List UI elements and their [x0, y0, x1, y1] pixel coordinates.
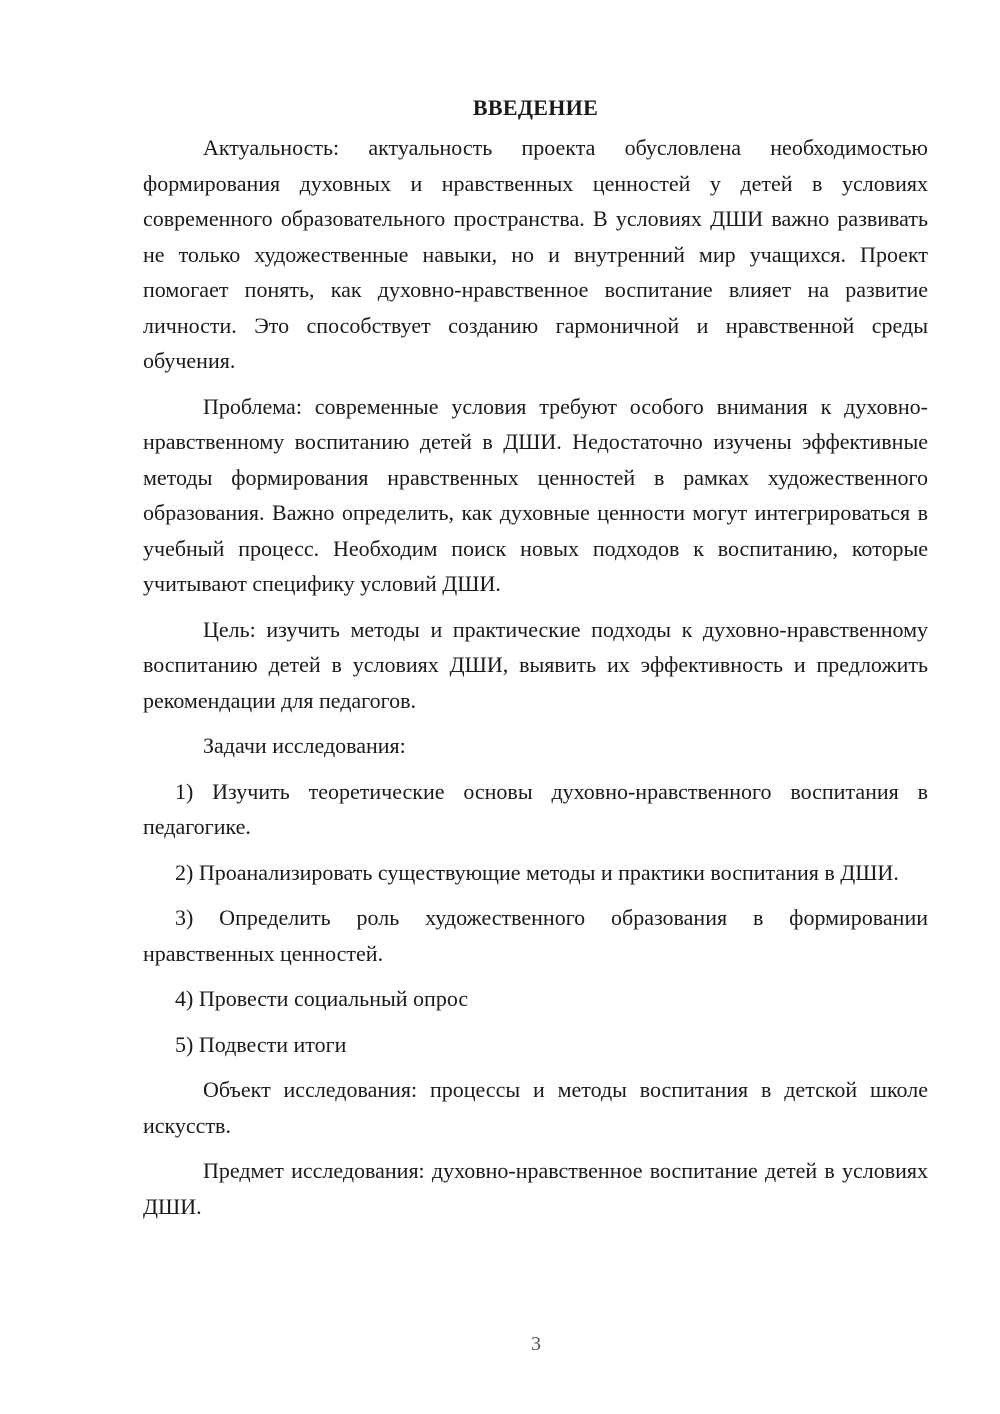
task-item-3: 3) Определить роль художественного образования в формировании нравственных ценностей.	[143, 905, 928, 966]
research-subject-paragraph: Предмет исследования: духовно-нравственное воспитание детей в условиях ДШИ.	[143, 1158, 928, 1219]
tasks-heading: Задачи исследования:	[203, 733, 406, 758]
document-page	[143, 90, 928, 1234]
relevance-paragraph: Актуальность: актуальность проекта обусловлена необходимостью формирования духовных и нравственных ценностей у детей в условиях современного образовательного пространства. В условиях ДШИ важно развивать не только художественные навыки, но и внутренний мир учащихся. Проект помогает понять, как духовно-нравственное воспитание влияет на развитие личности. Это способствует созданию гармоничной и нравственной среды обучения.	[143, 135, 928, 373]
task-item-5: 5) Подвести итоги	[175, 1031, 347, 1057]
task-item-1: 1) Изучить теоретические основы духовно-нравственного воспитания в педагогике.	[143, 778, 928, 839]
research-object-paragraph: Объект исследования: процессы и методы воспитания в детской школе искусств.	[143, 1077, 928, 1138]
problem-paragraph: Проблема: современные условия требуют особого внимания к духовно-нравственному воспитанию детей в ДШИ. Недостаточно изучены эффективные методы формирования нравственных ценностей в рамках художественного образования. Важно определить, как духовные ценности могут интегрироваться в учебный процесс. Необходим поиск новых подходов к воспитанию, которые учитывают специфику условий ДШИ.	[143, 393, 928, 596]
task-item-2: 2) Проанализировать существующие методы и практики воспитания в ДШИ.	[175, 859, 899, 885]
task-item-4: 4) Провести социальный опрос	[175, 986, 469, 1011]
page-number: 3	[531, 1333, 541, 1355]
goal-paragraph: Цель: изучить методы и практические подходы к духовно-нравственному воспитанию детей в условиях ДШИ, выявить их эффективность и предложить рекомендации для педагогов.	[143, 616, 928, 713]
section-title: ВВЕДЕНИЕ	[472, 95, 599, 120]
